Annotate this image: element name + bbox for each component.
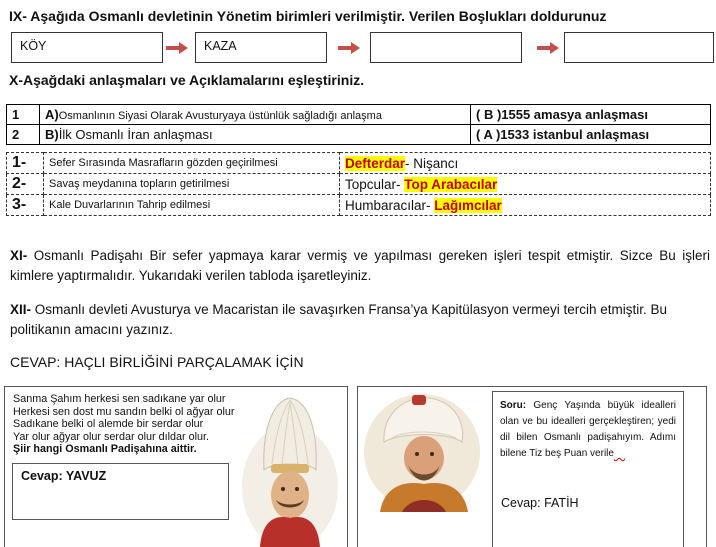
admin-box-4[interactable] <box>564 32 714 63</box>
role-option[interactable]: Humbaracılar <box>345 197 427 213</box>
row-number: 3- <box>7 195 44 216</box>
treaty-description <box>40 105 471 125</box>
treaty-answer[interactable]: ( B )1555 amasya anlaşması <box>471 105 711 125</box>
row-number: 1 <box>7 105 40 125</box>
section-label: XI- <box>10 248 28 263</box>
highlighted-answer[interactable]: Defterdar <box>345 155 406 171</box>
poem-question: Şiir hangi Osmanlı Padişahına aittir. <box>13 443 197 455</box>
section-label: XII- <box>10 302 32 317</box>
highlighted-answer[interactable]: Top Arabacılar <box>404 176 498 192</box>
poem-line: Yar olur ağyar olur serdar olur dıldar olur. <box>13 430 210 443</box>
task-description: Sefer Sırasında Masrafların gözden geçirilmesi <box>44 153 340 174</box>
section-x-title: X-Aşağdaki anlaşmaları ve Açıklamalarını eşleştiriniz. <box>9 72 365 88</box>
question-answer[interactable]: Cevap: FATİH <box>501 496 579 510</box>
question-text <box>500 398 676 462</box>
section-xi-paragraph <box>10 246 710 286</box>
role-choice[interactable]: Defterdar- Nişancı <box>340 153 711 174</box>
poem-line: Herkesi sen dost mu sandın belki ol ağyar olur <box>13 405 235 418</box>
highlighted-answer[interactable]: Lağımcılar <box>434 197 502 213</box>
poem-text <box>13 393 243 456</box>
poem-answer-box[interactable]: Cevap: YAVUZ <box>12 463 229 520</box>
matching-table <box>6 152 711 216</box>
admin-box-2[interactable]: KAZA <box>195 32 327 63</box>
table-row <box>7 195 711 216</box>
row-number: 2 <box>7 125 40 145</box>
task-description: Savaş meydanına topların getirilmesi <box>44 174 340 195</box>
treaty-table <box>6 104 711 145</box>
description-text: İlk Osmanlı İran anlaşması <box>58 127 213 142</box>
question-body: Genç Yaşında büyük idealleri olan ve bu idealleri gerçekleştiren; yedi dil bilen Osmanlı padişahıyım. Adımı bilene Tiz beş Puan verile <box>500 400 676 459</box>
treaty-description <box>40 125 471 145</box>
admin-box-1[interactable]: KÖY <box>11 32 163 63</box>
admin-box-3[interactable] <box>370 32 522 63</box>
option-letter: A) <box>45 107 59 122</box>
sultan-portrait-image <box>362 392 482 512</box>
question-label: Soru: <box>500 400 527 411</box>
role-option[interactable]: Topcular <box>345 176 397 192</box>
poem-line: Sadıkane belki ol alemde bir serdar olur <box>13 418 204 430</box>
sultan-portrait-image <box>238 392 340 547</box>
row-number: 1- <box>7 153 44 174</box>
table-row <box>7 125 711 145</box>
role-choice[interactable]: Humbaracılar- Lağımcılar <box>340 195 711 216</box>
treaty-answer[interactable]: ( A )1533 istanbul anlaşması <box>471 125 711 145</box>
task-description: Kale Duvarlarının Tahrip edilmesi <box>44 195 340 216</box>
paragraph-text: Osmanlı Padişahı Bir sefer yapmaya karar vermiş ve yapılması gereken işleri tespit etmiştir. Sizce Bu işleri kimlere yaptırmalıdır. Yukarıdaki verilen tabloda işaretleyiniz. <box>10 248 710 283</box>
role-option[interactable]: Nişancı <box>413 155 459 171</box>
description-text: Osmanlının Siyasi Olarak Avusturyaya üstünlük sağladığı anlaşma <box>58 110 382 122</box>
table-row <box>7 105 711 125</box>
xii-answer: CEVAP: HAÇLI BİRLİĞİNİ PARÇALAMAK İÇİN <box>10 354 304 370</box>
paragraph-text: Osmanlı devleti Avusturya ve Macaristan ile savaşırken Fransa’ya Kapitülasyon vermeyi tercih etmiştir. Bu politikanın amacını yazınız. <box>10 302 668 337</box>
section-ix-title: IX- Aşağıda Osmanlı devletinin Yönetim birimleri verilmiştir. Verilen Boşlukları doldurunuz <box>9 8 607 24</box>
right-arrow-icon <box>166 42 188 54</box>
role-choice[interactable]: Topcular- Top Arabacılar <box>340 174 711 195</box>
poem-line: Sanma Şahım herkesi sen sadıkane yar olur <box>13 393 226 405</box>
section-xii-paragraph <box>10 300 710 340</box>
right-arrow-icon <box>338 42 360 54</box>
right-arrow-icon <box>537 42 559 54</box>
table-row <box>7 174 711 195</box>
table-row <box>7 153 711 174</box>
row-number: 2- <box>7 174 44 195</box>
option-letter: B) <box>45 127 59 142</box>
